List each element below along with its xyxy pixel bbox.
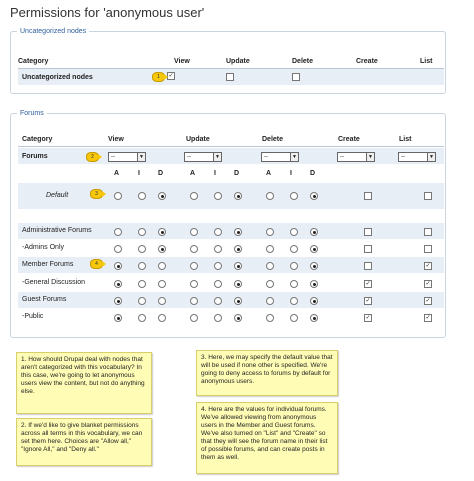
forum-row-5-view-radio-d[interactable] xyxy=(158,314,166,322)
forum-row-4-view-radio-d[interactable] xyxy=(158,297,166,305)
forum-row-label: -General Discussion xyxy=(22,279,86,286)
forum-row-4-view-radio-a[interactable] xyxy=(114,297,122,305)
default-update-radio-d[interactable] xyxy=(234,192,242,200)
forum-row-1-delete-radio-a[interactable] xyxy=(266,245,274,253)
col-create: Create xyxy=(356,54,420,69)
aid-header-update-0: A xyxy=(190,170,196,177)
col-view-2: View xyxy=(108,136,124,143)
default-list-checkbox[interactable] xyxy=(424,192,432,200)
col-category: Category xyxy=(18,54,174,69)
callout-badge-2: 2 xyxy=(86,152,99,162)
chevron-down-icon: ▼ xyxy=(427,153,435,161)
aid-header-update-1: I xyxy=(214,170,216,177)
forum-row-2-delete-radio-d[interactable] xyxy=(310,262,318,270)
create-select[interactable] xyxy=(337,152,375,162)
default-label: Default xyxy=(46,192,69,199)
default-row xyxy=(18,183,444,209)
delete-select-value: -- xyxy=(264,154,268,160)
forum-row-0-update-radio-a[interactable] xyxy=(190,228,198,236)
forum-row-0-update-radio-i[interactable] xyxy=(214,228,222,236)
forum-row-1-create-checkbox[interactable] xyxy=(364,245,372,253)
forum-row-label: -Admins Only xyxy=(22,244,65,251)
callout-badge-4: 4 xyxy=(90,259,103,269)
forum-row-bg xyxy=(18,292,444,308)
aid-header-view-1: I xyxy=(138,170,140,177)
default-create-checkbox[interactable] xyxy=(364,192,372,200)
default-delete-radio-i[interactable] xyxy=(290,192,298,200)
callout-badge-1: 1 xyxy=(152,72,165,82)
forum-row-2-view-radio-d[interactable] xyxy=(158,262,166,270)
forum-row-3-delete-radio-d[interactable] xyxy=(310,280,318,288)
default-update-radio-a[interactable] xyxy=(190,192,198,200)
forum-row-1-view-radio-a[interactable] xyxy=(114,245,122,253)
default-delete-radio-d[interactable] xyxy=(310,192,318,200)
aid-header-update-2: D xyxy=(234,170,240,177)
forum-row-0-list-checkbox[interactable] xyxy=(424,228,432,236)
col-view: View xyxy=(174,54,226,69)
aid-header-view-0: A xyxy=(114,170,120,177)
aid-header-view-2: D xyxy=(158,170,164,177)
forum-row-label: Guest Forums xyxy=(22,296,67,303)
forum-row-5-delete-radio-d[interactable] xyxy=(310,314,318,322)
default-view-radio-d[interactable] xyxy=(158,192,166,200)
list-select-value: -- xyxy=(401,154,405,160)
chevron-down-icon: ▼ xyxy=(366,153,374,161)
forum-row-2-create-checkbox[interactable] xyxy=(364,262,372,270)
forum-row-2-update-radio-d[interactable] xyxy=(234,262,242,270)
forum-row-3-update-radio-a[interactable] xyxy=(190,280,198,288)
update-checkbox[interactable] xyxy=(226,73,234,81)
forum-row-1-delete-radio-d[interactable] xyxy=(310,245,318,253)
update-select[interactable] xyxy=(184,152,222,162)
forum-row-0-view-radio-i[interactable] xyxy=(138,228,146,236)
forum-row-2-view-radio-a[interactable] xyxy=(114,262,122,270)
uncategorized-table xyxy=(18,54,444,85)
forum-row-0-delete-radio-d[interactable] xyxy=(310,228,318,236)
row-label: Uncategorized nodes xyxy=(18,69,174,86)
forum-row-3-delete-radio-i[interactable] xyxy=(290,280,298,288)
page-title: Permissions for 'anonymous user' xyxy=(10,5,205,20)
forum-row-3-delete-radio-a[interactable] xyxy=(266,280,274,288)
forum-row-1-view-radio-i[interactable] xyxy=(138,245,146,253)
col-list: List xyxy=(420,54,444,69)
forum-row-3-update-radio-i[interactable] xyxy=(214,280,222,288)
forum-row-2-update-radio-i[interactable] xyxy=(214,262,222,270)
forum-row-2-delete-radio-i[interactable] xyxy=(290,262,298,270)
forum-row-1-view-radio-d[interactable] xyxy=(158,245,166,253)
create-select-value: -- xyxy=(340,154,344,160)
forum-row-1-delete-radio-i[interactable] xyxy=(290,245,298,253)
forum-row-5-delete-radio-i[interactable] xyxy=(290,314,298,322)
note-2: 2. If we'd like to give blanket permissions across all terms in this vocabulary, we can set them here. Choices are "Allow all," "Ignore All," and "Deny all." xyxy=(16,418,152,466)
forum-row-1-update-radio-d[interactable] xyxy=(234,245,242,253)
forum-row-3-create-checkbox[interactable]: ✓ xyxy=(365,281,371,287)
default-delete-radio-a[interactable] xyxy=(266,192,274,200)
view-select-value: -- xyxy=(111,154,115,160)
aid-header-delete-0: A xyxy=(266,170,272,177)
forum-row-4-create-checkbox[interactable]: ✓ xyxy=(365,298,371,304)
forum-row-4-delete-radio-a[interactable] xyxy=(266,297,274,305)
uncategorized-row xyxy=(18,69,444,86)
default-view-radio-a[interactable] xyxy=(114,192,122,200)
callout-badge-3: 3 xyxy=(90,189,103,199)
forum-row-5-delete-radio-a[interactable] xyxy=(266,314,274,322)
update-select-value: -- xyxy=(187,154,191,160)
forum-row-3-view-radio-i[interactable] xyxy=(138,280,146,288)
forum-row-3-list-checkbox[interactable]: ✓ xyxy=(425,281,431,287)
forum-row-2-delete-radio-a[interactable] xyxy=(266,262,274,270)
forum-row-4-update-radio-d[interactable] xyxy=(234,297,242,305)
forum-row-5-view-radio-i[interactable] xyxy=(138,314,146,322)
col-category-2: Category xyxy=(22,136,53,143)
forum-row-4-view-radio-i[interactable] xyxy=(138,297,146,305)
forum-row-0-view-radio-a[interactable] xyxy=(114,228,122,236)
chevron-down-icon: ▼ xyxy=(137,153,145,161)
forum-row-2-update-radio-a[interactable] xyxy=(190,262,198,270)
forums-legend[interactable]: Forums xyxy=(20,110,44,117)
forum-row-4-delete-radio-d[interactable] xyxy=(310,297,318,305)
forum-row-5-update-radio-d[interactable] xyxy=(234,314,242,322)
forum-row-2-list-checkbox[interactable]: ✓ xyxy=(425,263,431,269)
forum-row-5-update-radio-a[interactable] xyxy=(190,314,198,322)
note-3: 3. Here, we may specify the default value that will be used if none other is specified. We're going to deny access to forums by default for anonymous users. xyxy=(196,350,338,396)
forum-row-0-view-radio-d[interactable] xyxy=(158,228,166,236)
forum-row-5-update-radio-i[interactable] xyxy=(214,314,222,322)
view-checkbox[interactable]: ✓ xyxy=(168,73,174,80)
forum-row-4-update-radio-a[interactable] xyxy=(190,297,198,305)
header-divider xyxy=(18,146,444,147)
forum-row-3-update-radio-d[interactable] xyxy=(234,280,242,288)
default-update-radio-i[interactable] xyxy=(214,192,222,200)
forums-row xyxy=(18,148,444,164)
forums-label: Forums xyxy=(22,153,48,160)
view-select[interactable] xyxy=(108,152,146,162)
col-update-2: Update xyxy=(186,136,210,143)
forum-row-0-update-radio-d[interactable] xyxy=(234,228,242,236)
forum-row-5-list-checkbox[interactable]: ✓ xyxy=(425,315,431,321)
forum-row-5-create-checkbox[interactable]: ✓ xyxy=(365,315,371,321)
delete-checkbox[interactable] xyxy=(292,73,300,81)
forum-row-0-create-checkbox[interactable] xyxy=(364,228,372,236)
col-delete-2: Delete xyxy=(262,136,284,143)
note-1: 1. How should Drupal deal with nodes that aren't categorized with this vocabulary? In this case, we're going to let anonymous users view the content, but not do anything else. xyxy=(16,352,152,414)
forum-row-1-update-radio-i[interactable] xyxy=(214,245,222,253)
col-delete: Delete xyxy=(292,54,356,69)
col-create-2: Create xyxy=(338,136,360,143)
forum-row-label: Member Forums xyxy=(22,261,74,268)
forum-row-4-list-checkbox[interactable]: ✓ xyxy=(425,298,431,304)
forum-row-1-list-checkbox[interactable] xyxy=(424,245,432,253)
chevron-down-icon: ▼ xyxy=(213,153,221,161)
forum-row-bg xyxy=(18,257,444,273)
forum-row-0-delete-radio-a[interactable] xyxy=(266,228,274,236)
forum-row-3-view-radio-a[interactable] xyxy=(114,280,122,288)
list-select[interactable] xyxy=(398,152,436,162)
aid-header-delete-1: I xyxy=(290,170,292,177)
forum-row-4-delete-radio-i[interactable] xyxy=(290,297,298,305)
forum-row-1-update-radio-a[interactable] xyxy=(190,245,198,253)
forum-row-label: Administrative Forums xyxy=(22,227,92,234)
default-view-radio-i[interactable] xyxy=(138,192,146,200)
col-list-2: List xyxy=(399,136,412,143)
forum-row-5-view-radio-a[interactable] xyxy=(114,314,122,322)
forum-row-label: -Public xyxy=(22,313,44,320)
forum-row-2-view-radio-i[interactable] xyxy=(138,262,146,270)
forum-row-4-update-radio-i[interactable] xyxy=(214,297,222,305)
aid-header-delete-2: D xyxy=(310,170,316,177)
forum-row-3-view-radio-d[interactable] xyxy=(158,280,166,288)
note-4: 4. Here are the values for individual forums. We've allowed viewing from anonymous users in the Member and Guest forums. We've also turned on "List" and "Create" so that they will see the forum name in their list of possible forums, and can create posts in them as well. xyxy=(196,402,338,474)
col-update: Update xyxy=(226,54,292,69)
chevron-down-icon: ▼ xyxy=(290,153,298,161)
forum-row-0-delete-radio-i[interactable] xyxy=(290,228,298,236)
uncategorized-legend[interactable]: Uncategorized nodes xyxy=(20,28,87,35)
delete-select[interactable] xyxy=(261,152,299,162)
